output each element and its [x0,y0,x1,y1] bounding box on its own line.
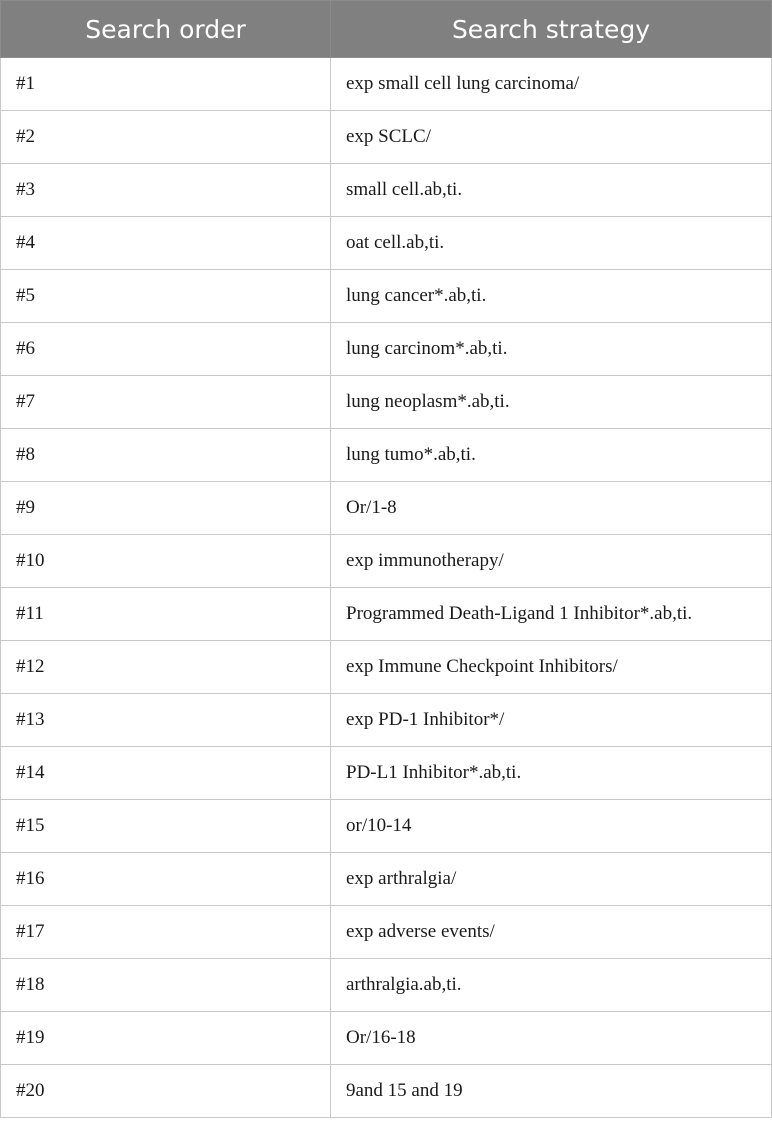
search-strategy-cell: exp small cell lung carcinoma/ [331,58,772,111]
search-order-cell: #15 [1,800,331,853]
table-row [1,853,772,906]
search-order-cell: #11 [1,588,331,641]
table-row [1,800,772,853]
search-order-cell: #4 [1,217,331,270]
search-strategy-cell: exp arthralgia/ [331,853,772,906]
search-order-cell: #18 [1,959,331,1012]
table-row [1,323,772,376]
table-row [1,906,772,959]
table-row [1,58,772,111]
search-strategy-cell: lung cancer*.ab,ti. [331,270,772,323]
search-strategy-cell: Or/16-18 [331,1012,772,1065]
table-row [1,959,772,1012]
search-order-cell: #10 [1,535,331,588]
search-strategy-cell: lung tumo*.ab,ti. [331,429,772,482]
search-order-cell: #14 [1,747,331,800]
search-strategy-cell: exp adverse events/ [331,906,772,959]
search-strategy-cell: PD-L1 Inhibitor*.ab,ti. [331,747,772,800]
table-row [1,217,772,270]
search-order-cell: #20 [1,1065,331,1118]
table-row [1,535,772,588]
search-order-cell: #16 [1,853,331,906]
table-row [1,376,772,429]
search-strategy-cell: lung carcinom*.ab,ti. [331,323,772,376]
search-strategy-cell: or/10-14 [331,800,772,853]
search-strategy-cell: exp Immune Checkpoint Inhibitors/ [331,641,772,694]
search-strategy-cell: small cell.ab,ti. [331,164,772,217]
table-row [1,641,772,694]
table-row [1,482,772,535]
search-strategy-cell: exp SCLC/ [331,111,772,164]
search-order-cell: #9 [1,482,331,535]
search-order-cell: #19 [1,1012,331,1065]
column-header-search-strategy: Search strategy [331,1,772,58]
table-header-row [1,1,772,58]
search-strategy-cell: oat cell.ab,ti. [331,217,772,270]
search-order-cell: #8 [1,429,331,482]
search-strategy-cell: lung neoplasm*.ab,ti. [331,376,772,429]
search-strategy-cell: exp immunotherapy/ [331,535,772,588]
table-row [1,747,772,800]
search-order-cell: #7 [1,376,331,429]
search-order-cell: #3 [1,164,331,217]
search-order-cell: #1 [1,58,331,111]
table-row [1,429,772,482]
search-strategy-cell: Or/1-8 [331,482,772,535]
column-header-search-order: Search order [1,1,331,58]
search-strategy-cell: arthralgia.ab,ti. [331,959,772,1012]
table-row [1,1012,772,1065]
table-row [1,588,772,641]
search-order-cell: #5 [1,270,331,323]
table-row [1,111,772,164]
search-order-cell: #6 [1,323,331,376]
search-order-cell: #2 [1,111,331,164]
search-order-cell: #12 [1,641,331,694]
search-strategy-cell: 9and 15 and 19 [331,1065,772,1118]
search-strategy-cell: exp PD-1 Inhibitor*/ [331,694,772,747]
search-order-cell: #17 [1,906,331,959]
table-row [1,270,772,323]
search-order-cell: #13 [1,694,331,747]
table-row [1,694,772,747]
search-strategy-cell: Programmed Death-Ligand 1 Inhibitor*.ab,ti. [331,588,772,641]
table-row [1,1065,772,1118]
table-body [1,58,772,1118]
table-row [1,164,772,217]
